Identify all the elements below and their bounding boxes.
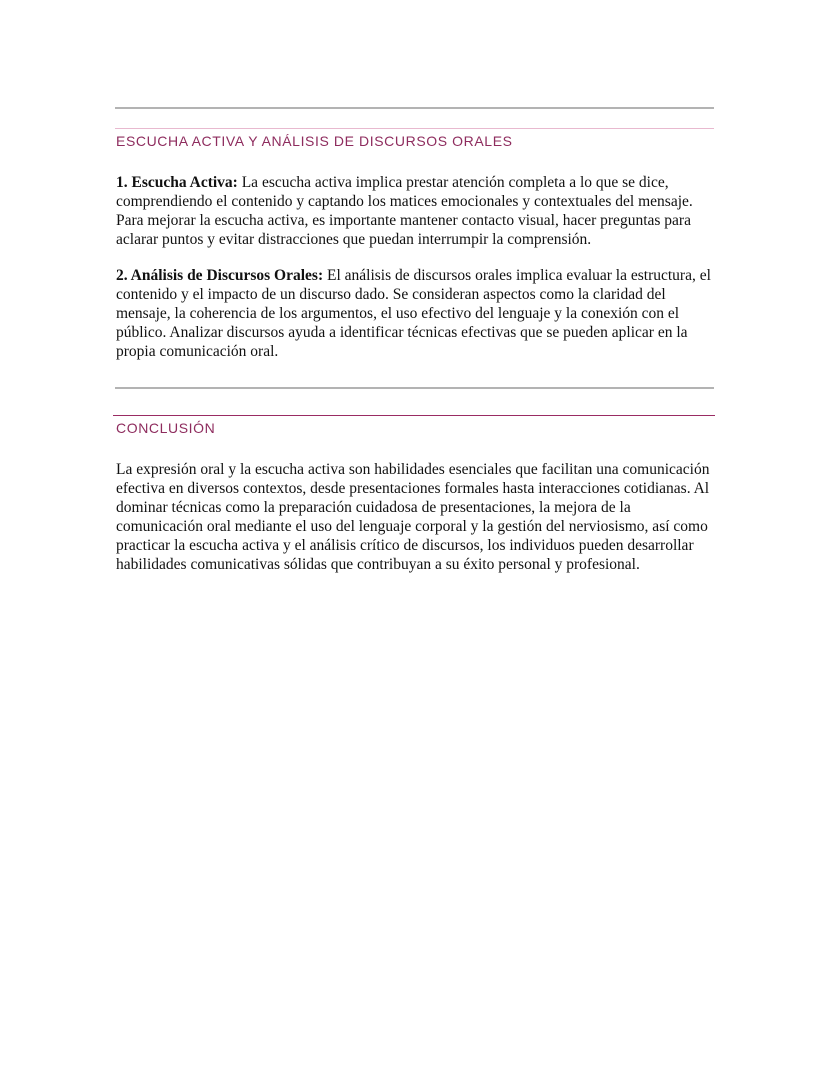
section-divider-middle — [115, 387, 714, 389]
paragraph-title: 2. Análisis de Discursos Orales: — [116, 267, 324, 284]
paragraph-title: 1. Escucha Activa: — [116, 174, 238, 191]
heading-rule — [113, 415, 715, 416]
paragraph-body: La escucha activa implica prestar atención completa a lo que se dice, comprendiendo el contenido y captando los matices emocionales y contextuales del mensaje. Para mejorar la escucha activa, es importante mantener contacto visual, hacer preguntas para aclarar puntos y evitar distracciones que puedan interrumpir la comprensión. — [116, 174, 693, 248]
paragraph-escucha-activa — [116, 173, 716, 249]
heading-rule — [115, 128, 714, 129]
section-heading-escucha-activa: ESCUCHA ACTIVA Y ANÁLISIS DE DISCURSOS ORALES — [116, 133, 513, 149]
paragraph-analisis-discursos — [116, 266, 716, 361]
paragraph-body: El análisis de discursos orales implica evaluar la estructura, el contenido y el impacto de un discurso dado. Se consideran aspectos como la claridad del mensaje, la coherencia de los argumentos, el uso efectivo del lenguaje y la conexión con el público. Analizar discursos ayuda a identificar técnicas efectivas que se pueden aplicar en la propia comunicación oral. — [116, 267, 711, 360]
paragraph-conclusion: La expresión oral y la escucha activa son habilidades esenciales que facilitan una comunicación efectiva en diversos contextos, desde presentaciones formales hasta interacciones cotidianas. Al dominar técnicas como la preparación cuidadosa de presentaciones, la mejora de la comunicación oral mediante el uso del lenguaje corporal y la gestión del nerviosismo, así como practicar la escucha activa y el análisis crítico de discursos, los individuos pueden desarrollar habilidades comunicativas sólidas que contribuyan a su éxito personal y profesional. — [116, 461, 710, 573]
section-divider-top — [115, 107, 714, 109]
section-heading-conclusion: CONCLUSIÓN — [116, 420, 216, 436]
